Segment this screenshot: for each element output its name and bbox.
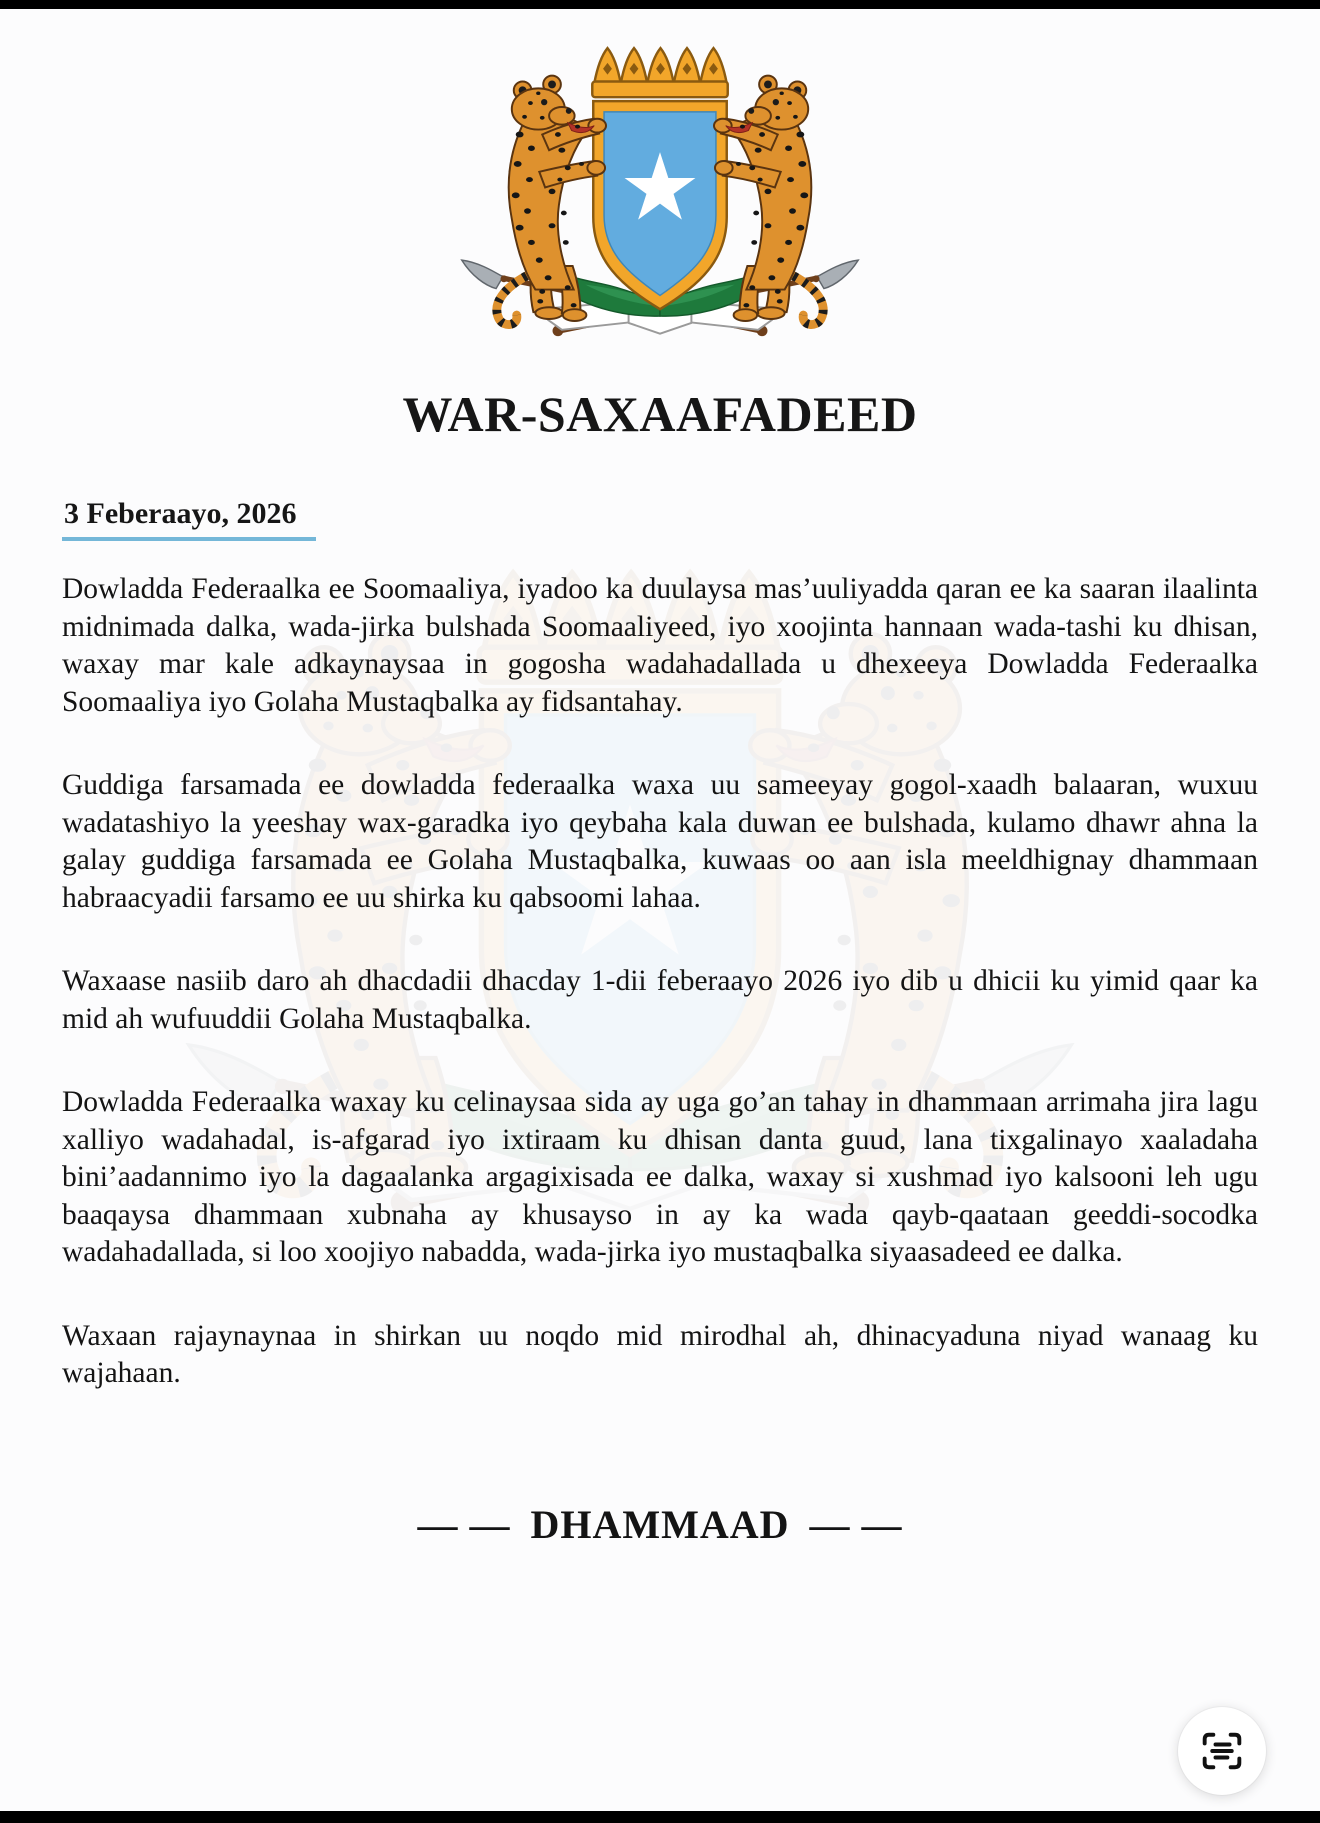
document-body	[62, 571, 1258, 1393]
document-end-marker	[0, 1501, 1320, 1548]
document-date: 3 Feberaayo, 2026	[62, 497, 316, 541]
paragraph: Guddiga farsamada ee dowladda federaalka waxa uu sameeyay gogol-xaadh balaaran, wuxuu wadatashiyo la yeeshay wax-garadka iyo qeybaha kala duwan ee bulshada, kulamo dhawr ahna la galay guddiga farsamada ee Golaha Mustaqbalka, kuwaas oo aan isla meeldhignay dhammaan habraacyadii farsamo ee uu shirka ku qabsoomi lahaa.	[62, 769, 1258, 914]
paragraph: Dowladda Federaalka waxay ku celinaysaa sida ay uga go’an tahay in dhammaan arrimaha jira lagu xalliyo wadahadal, is-afgarad iyo ixtiraam ku dhisan danta guud, lana tixgalinayo xaaladaha bini’aadannimo iyo la dagaalanka argagixisada ee dalka, waxay si xushmad iyo kalsooni leh ugu baaqaysa dhammaan xubnaha ay khusayso in ay ka wada qayb-qaataan geeddi-socodka wadahadallada, si loo xoojiyo nabadda, wada-jirka iyo mustaqbalka siyaasadeed ee dalka.	[62, 1086, 1258, 1268]
paragraph: Waxaan rajaynaynaa in shirkan uu noqdo mid mirodhal ah, dhinacyaduna niyad wanaag ku wajahaan.	[62, 1319, 1258, 1389]
page-title: WAR-SAXAAFADEED	[402, 386, 918, 442]
footer-label: DHAMMAAD	[530, 1501, 790, 1547]
letterbox-bottom	[0, 1811, 1320, 1823]
letterbox-top	[0, 0, 1320, 9]
scan-text-button[interactable]	[1178, 1707, 1266, 1795]
footer-dash-right: — —	[809, 1501, 903, 1547]
paragraph: Waxaase nasiib daro ah dhacdadii dhacday 1-dii feberaayo 2026 iyo dib u dhicii ku yimid qaar ka mid ah wufuuddii Golaha Mustaqbalka.	[62, 965, 1258, 1035]
scan-text-icon	[1196, 1725, 1248, 1777]
somalia-coat-of-arms	[395, 24, 925, 349]
footer-dash-left: — —	[417, 1501, 511, 1547]
paragraph: Dowladda Federaalka ee Soomaaliya, iyadoo ka duulaysa mas’uuliyadda qaran ee ka saaran ilaalinta midnimada dalka, wada-jirka bulshada Soomaaliyeed, iyo xoojinta hannaan wada-tashi ku dhisan, waxay mar kale adkaynaysaa in gogosha wadahadallada u dhexeeya Dowladda Federaalka Soomaaliya iyo Golaha Mustaqbalka ay fidsantahay.	[62, 573, 1258, 718]
